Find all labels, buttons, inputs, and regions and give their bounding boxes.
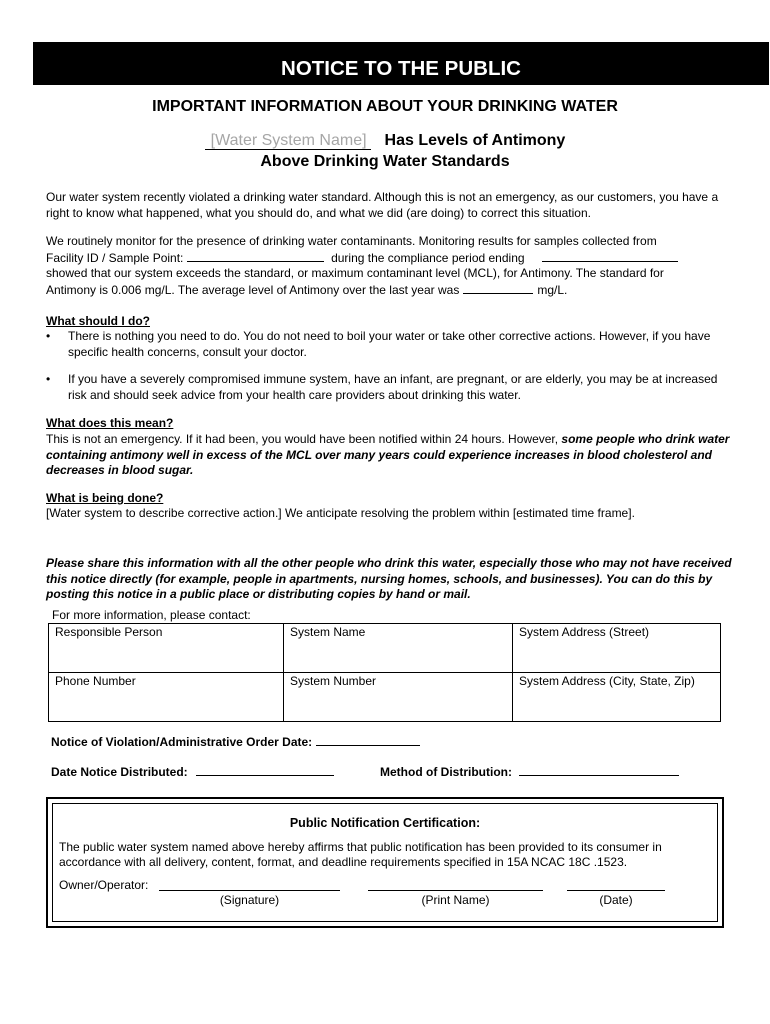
table-cell: System Name (284, 624, 513, 673)
method-label: Method of Distribution: (380, 765, 512, 779)
table-cell: System Address (Street) (513, 624, 721, 673)
being-done-text: [Water system to describe corrective action.] We anticipate resolving the problem within [estimated time frame]. (46, 506, 635, 520)
table-cell: Phone Number (49, 673, 284, 722)
certification-inner-border (52, 803, 718, 922)
standard-text: Antimony is 0.006 mg/L. The average level of Antimony over the last year was (46, 282, 460, 297)
headline-line-1 (0, 130, 770, 151)
table-row (49, 624, 721, 673)
certification-body: The public water system named above hereby affirms that public notification has been provided to its consumer in accordance with all delivery, content, format, and deadline requirements specified in 15A NCAC 18C .1523. (59, 840, 662, 869)
period-label: during the compliance period ending (331, 250, 525, 265)
table-cell: System Address (City, State, Zip) (513, 673, 721, 722)
bullet-item (46, 329, 736, 360)
violation-date-blank (316, 733, 420, 746)
headline-line-2: Above Drinking Water Standards (260, 153, 510, 170)
certification-title: Public Notification Certification: (289, 816, 481, 830)
table-cell: Responsible Person (49, 624, 284, 673)
bullet-item (46, 372, 736, 403)
date-distributed-blank (196, 763, 334, 776)
notice-banner: NOTICE TO THE PUBLIC (33, 42, 769, 85)
what-means-heading: What does this mean? (46, 416, 174, 430)
monitoring-paragraph (46, 234, 726, 298)
intro-paragraph: Our water system recently violated a drinking water standard. Although this is not an emergency, as our customers, you have a right to know what happened, what you should do, and what we did (are doing) to correct this situation. (46, 190, 719, 220)
bullet-icon: • (46, 329, 51, 343)
violation-date-label: Notice of Violation/Administrative Order Date: (51, 735, 313, 749)
water-system-name-placeholder: [Water System Name] (205, 132, 371, 150)
notice-headline (0, 130, 770, 172)
what-should-heading: What should I do? (46, 314, 150, 328)
facility-label: Facility ID / Sample Point: (46, 250, 184, 265)
owner-operator-label: Owner/Operator: (59, 878, 149, 892)
table-row (49, 673, 721, 722)
method-blank (519, 763, 679, 776)
date-line (567, 890, 665, 891)
notice-subtitle: IMPORTANT INFORMATION ABOUT YOUR DRINKING WATER (152, 98, 618, 115)
contact-intro: For more information, please contact: (52, 608, 251, 622)
what-means-text: This is not an emergency. If it had been, you would have been notified within 24 hours. However, (46, 432, 562, 446)
headline-line1-text: Has Levels of Antimony (384, 132, 566, 149)
share-paragraph: Please share this information with all the other people who drink this water, especially those who may not have received this notice directly (for example, people in apartments, nursing homes, schools, and businesses). You can do this by posting this notice in a public place or distributing copies by hand or mail. (46, 556, 732, 601)
signature-line (159, 890, 340, 891)
average-level-blank (463, 282, 533, 294)
bullet-text: If you have a severely compromised immune system, have an infant, are pregnant, or are elderly, you may be at increased risk and should seek advice from your health care providers about drinking this water. (68, 372, 718, 402)
what-means-emphasis: some people who drink water containing antimony well in excess of the MCL over many years could experience increases in blood cholesterol and decreases in blood sugar. (46, 432, 730, 477)
monitoring-line1: We routinely monitor for the presence of drinking water contaminants. Monitoring results for samples collected from (46, 234, 657, 248)
bullet-icon: • (46, 372, 51, 386)
date-distributed-row (51, 763, 334, 779)
date-distributed-label: Date Notice Distributed: (51, 765, 188, 779)
being-done-heading: What is being done? (46, 491, 164, 505)
signature-caption: (Signature) (219, 893, 280, 907)
print-name-caption: (Print Name) (421, 893, 490, 907)
violation-date-row (51, 733, 420, 749)
table-cell: System Number (284, 673, 513, 722)
method-row (380, 763, 679, 779)
what-means-paragraph (46, 432, 736, 479)
date-caption: (Date) (599, 893, 633, 907)
unit-text: mg/L. (537, 282, 568, 297)
contact-table (48, 623, 721, 722)
exceeds-text: showed that our system exceeds the standard, or maximum contaminant level (MCL), for Antimony. The standard for (46, 266, 664, 280)
facility-blank (187, 250, 324, 262)
period-blank (542, 250, 678, 262)
print-name-line (368, 890, 543, 891)
bullet-text: There is nothing you need to do. You do not need to boil your water or take other corrective actions. However, if you have specific health concerns, consult your doctor. (68, 329, 711, 359)
certification-box (46, 797, 724, 928)
